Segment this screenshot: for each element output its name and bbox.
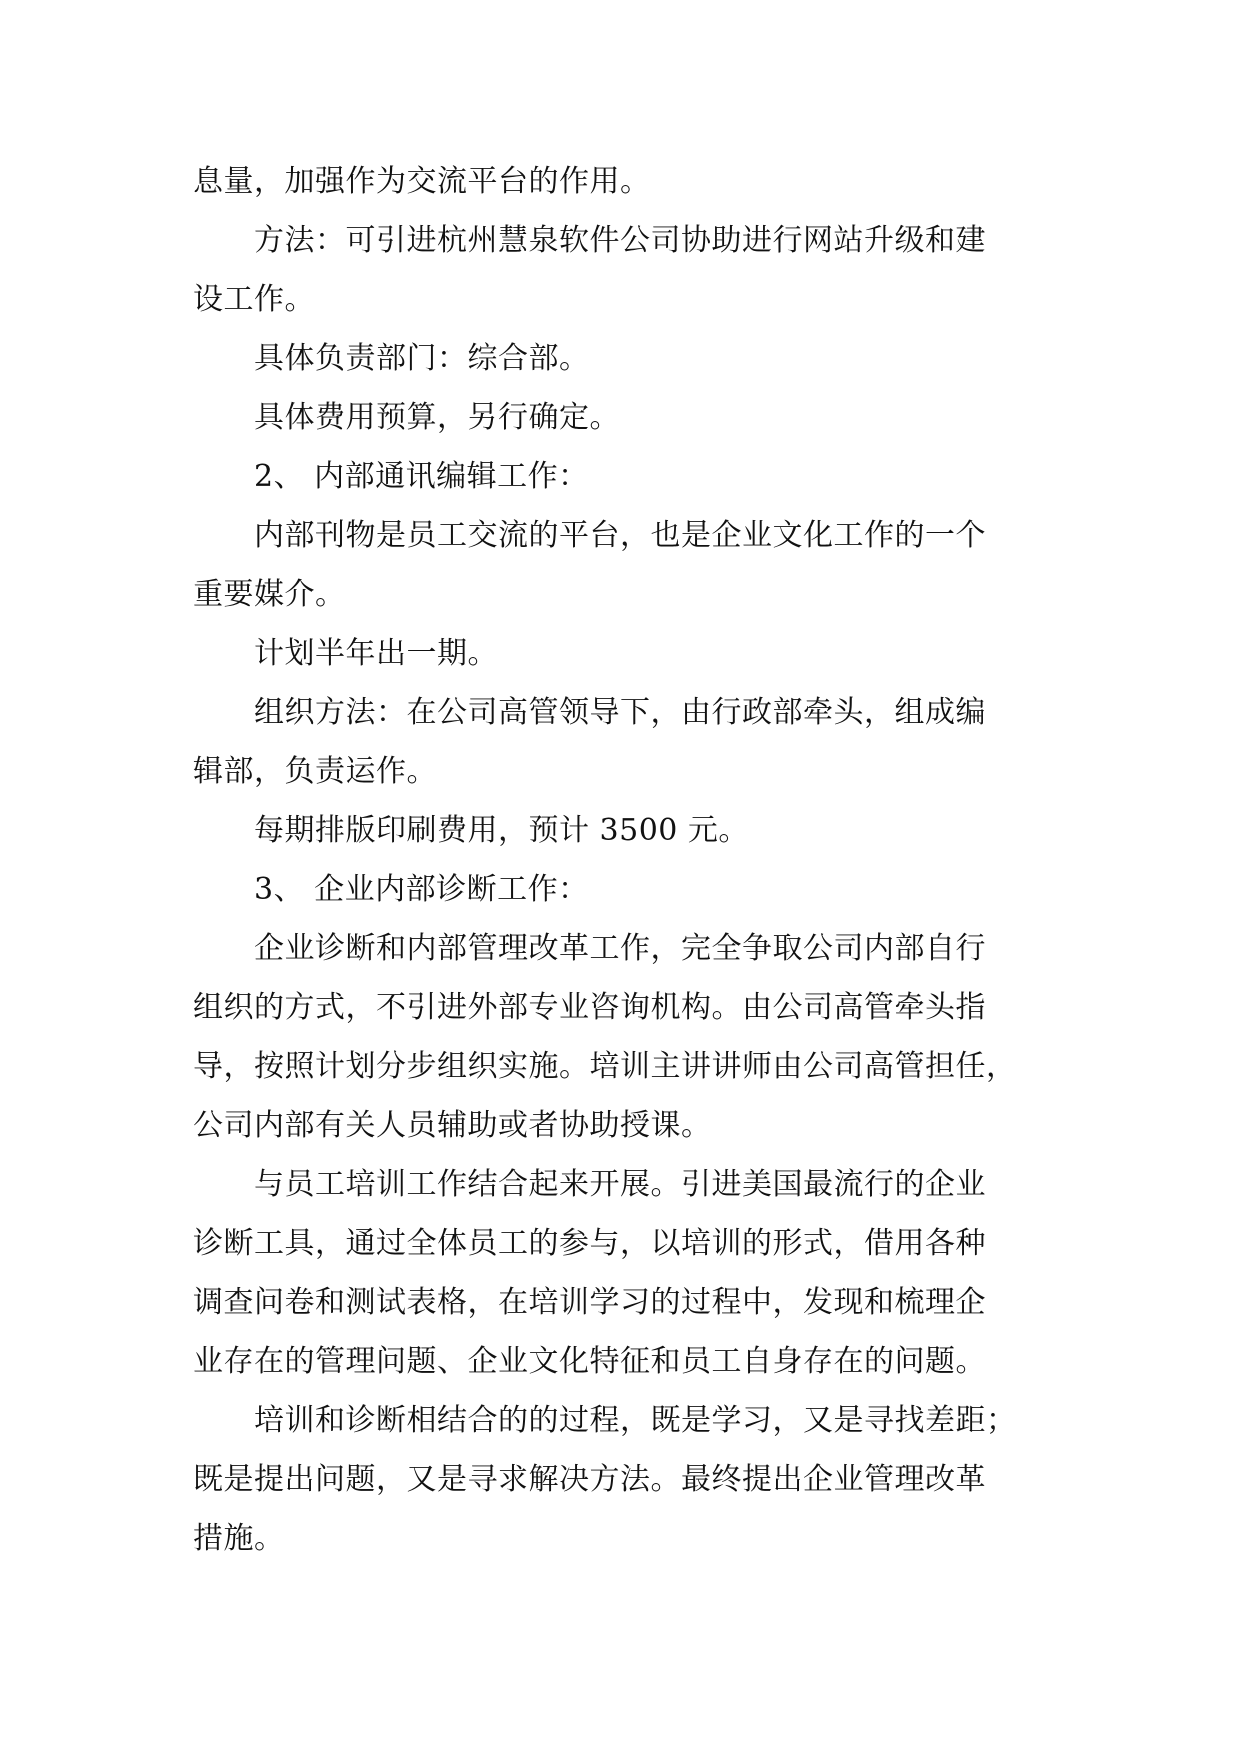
- text-line: 导，按照计划分步组织实施。培训主讲讲师由公司高管担任，: [193, 1049, 1017, 1084]
- text-line: 息量，加强作为交流平台的作用。: [193, 164, 651, 199]
- text-line: 既是提出问题，又是寻求解决方法。最终提出企业管理改革: [193, 1462, 986, 1497]
- document-body: [193, 152, 1063, 1568]
- text-line: 设工作。: [193, 282, 315, 317]
- paragraph-print-cost: 每期排版印刷费用，预计 3500 元。: [254, 813, 749, 848]
- paragraph-budget: 具体费用预算，另行确定。: [254, 400, 620, 435]
- text-line: 诊断工具，通过全体员工的参与，以培训的形式，借用各种: [193, 1226, 986, 1261]
- paragraph-internal-publication: 内部刊物是员工交流的平台，也是企业文化工作的一个: [254, 518, 986, 553]
- text-line: 调查问卷和测试表格，在培训学习的过程中，发现和梳理企: [193, 1285, 986, 1320]
- paragraph-organization: 组织方法：在公司高管领导下，由行政部牵头，组成编: [254, 695, 986, 730]
- text-line: 公司内部有关人员辅助或者协助授课。: [193, 1108, 712, 1143]
- text-line: 组织的方式，不引进外部专业咨询机构。由公司高管牵头指: [193, 990, 986, 1025]
- text-line: 辑部，负责运作。: [193, 754, 437, 789]
- text-line: 重要媒介。: [193, 577, 346, 612]
- paragraph-combined-process: 培训和诊断相结合的的过程，既是学习，又是寻找差距；: [254, 1403, 1017, 1438]
- text-line: 措施。: [193, 1521, 285, 1556]
- paragraph-method: 方法：可引进杭州慧泉软件公司协助进行网站升级和建: [254, 223, 986, 258]
- text-line: 业存在的管理问题、企业文化特征和员工自身存在的问题。: [193, 1344, 986, 1379]
- paragraph-schedule: 计划半年出一期。: [254, 636, 498, 671]
- paragraph-diagnosis: 企业诊断和内部管理改革工作，完全争取公司内部自行: [254, 931, 986, 966]
- section-heading-2: 2、 内部通讯编辑工作：: [254, 459, 589, 494]
- paragraph-department: 具体负责部门：综合部。: [254, 341, 590, 376]
- section-heading-3: 3、 企业内部诊断工作：: [254, 872, 589, 907]
- paragraph-training: 与员工培训工作结合起来开展。引进美国最流行的企业: [254, 1167, 986, 1202]
